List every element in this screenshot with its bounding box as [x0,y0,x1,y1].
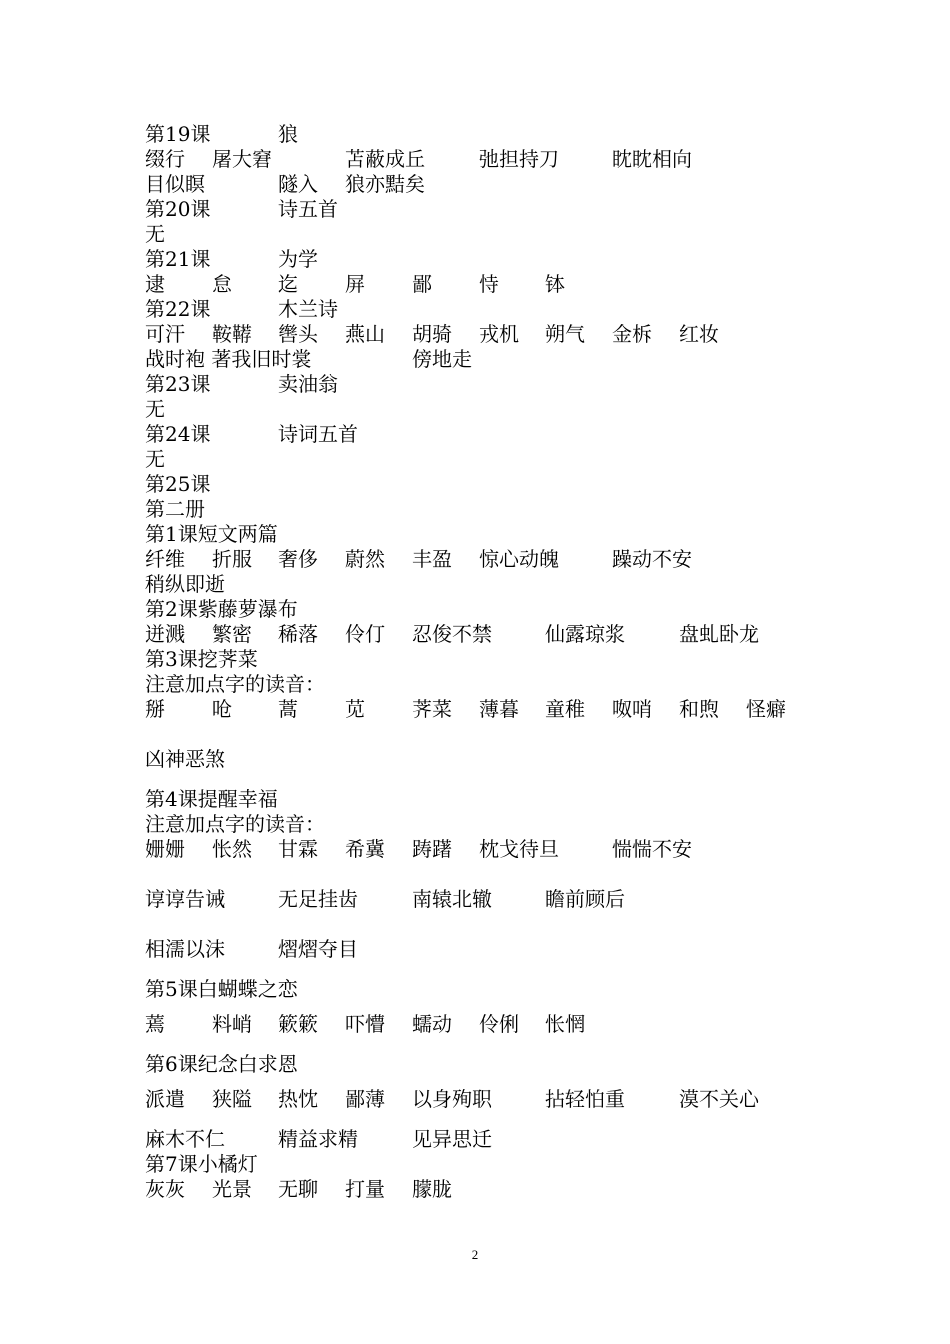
vocab-term: 蒿 [278,697,298,721]
vocab-term: 第25课 [145,472,211,496]
vocab-term: 姗姗 [145,837,185,861]
vocab-term: 第7课小橘灯 [145,1152,258,1176]
vocab-term: 战时袍 著我旧时裳 [145,347,312,371]
vocab-term: 麻木不仁 [145,1127,225,1151]
vocab-term: 和煦 [679,697,719,721]
vocab-term: 辔头 [278,322,318,346]
vocab-term: 无 [145,397,165,421]
vocab-term: 目似瞑 [145,172,205,196]
text-line [145,747,845,787]
vocab-term: 繁密 [212,622,252,646]
vocab-term: 鄙薄 [345,1087,385,1111]
vocab-term: 注意加点字的读音： [145,672,325,696]
vocab-term: 屏 [345,272,365,296]
text-line [145,597,845,622]
vocab-term: 拈轻怕重 [545,1087,625,1111]
text-line [145,812,845,837]
vocab-term: 缀行 [145,147,185,171]
text-line [145,422,845,447]
vocab-term: 苋 [345,697,365,721]
vocab-term: 第21课 [145,247,211,271]
text-line [145,297,845,322]
vocab-term: 蠕动 [412,1012,452,1036]
vocab-term: 诗五首 [278,197,338,221]
text-line [145,272,845,297]
vocab-term: 稀落 [278,622,318,646]
vocab-term: 狭隘 [212,1087,252,1111]
vocab-term: 金柝 [612,322,652,346]
vocab-term: 薄暮 [479,697,519,721]
text-line [145,672,845,697]
vocab-term: 吓懵 [345,1012,385,1036]
vocab-term: 掰 [145,697,165,721]
vocab-term: 鞍鞯 [212,322,252,346]
text-line [145,347,845,372]
vocab-term: 第20课 [145,197,211,221]
text-line [145,472,845,497]
text-line [145,1177,845,1202]
vocab-term: 惴惴不安 [612,837,692,861]
vocab-term: 苫蔽成丘 [345,147,425,171]
vocab-term: 光景 [212,1177,252,1201]
vocab-term: 迄 [278,272,298,296]
vocab-term: 无足挂齿 [278,887,358,911]
vocab-term: 胡骑 [412,322,452,346]
vocab-term: 为学 [278,247,318,271]
vocab-term: 折服 [212,547,252,571]
vocab-term: 伶仃 [345,622,385,646]
text-line [145,197,845,222]
vocab-term: 稍纵即逝 [145,572,225,596]
text-line [145,787,845,812]
text-line [145,247,845,272]
vocab-term: 躁动不安 [612,547,692,571]
vocab-term: 眈眈相向 [612,147,692,171]
vocab-term: 怠 [212,272,232,296]
vocab-term: 热忱 [278,1087,318,1111]
vocab-term: 甘霖 [278,837,318,861]
vocab-term: 卖油翁 [278,372,338,396]
vocab-term: 怅惘 [545,1012,585,1036]
vocab-term: 诗词五首 [278,422,358,446]
vocab-term: 瞻前顾后 [545,887,625,911]
vocab-term: 第24课 [145,422,211,446]
vocab-term: 第22课 [145,297,211,321]
text-line [145,122,845,147]
vocab-term: 灰灰 [145,1177,185,1201]
document-body [145,122,845,1202]
page-number: 2 [471,1247,479,1262]
vocab-term: 戎机 [479,322,519,346]
text-line [145,497,845,522]
vocab-term: 第5课白蝴蝶之恋 [145,977,298,1001]
vocab-term: 第二册 [145,497,205,521]
vocab-term: 忍俊不禁 [412,622,492,646]
text-line [145,147,845,172]
vocab-term: 无聊 [278,1177,318,1201]
vocab-term: 以身殉职 [412,1087,492,1111]
vocab-term: 希冀 [345,837,385,861]
vocab-term: 蔚然 [345,547,385,571]
vocab-term: 狼亦黠矣 [345,172,425,196]
vocab-term: 木兰诗 [278,297,338,321]
vocab-term: 相濡以沫 [145,937,225,961]
vocab-term: 踌躇 [412,837,452,861]
vocab-term: 狼 [278,122,298,146]
text-line [145,622,845,647]
text-line [145,1127,845,1152]
vocab-term: 傍地走 [412,347,472,371]
vocab-term: 可汗 [145,322,185,346]
vocab-term: 钵 [545,272,565,296]
vocab-term: 隧入 [278,172,318,196]
vocab-term: 弛担持刀 [479,147,559,171]
vocab-term: 红妆 [679,322,719,346]
vocab-term: 料峭 [212,1012,252,1036]
vocab-term: 簌簌 [278,1012,318,1036]
vocab-term: 第3课挖荠菜 [145,647,258,671]
vocab-term: 第4课提醒幸福 [145,787,278,811]
vocab-term: 无 [145,222,165,246]
text-line [145,937,845,977]
vocab-term: 打量 [345,1177,385,1201]
vocab-term: 怅然 [212,837,252,861]
vocab-term: 逮 [145,272,165,296]
vocab-term: 伶俐 [479,1012,519,1036]
vocab-term: 注意加点字的读音： [145,812,325,836]
vocab-term: 凶神恶煞 [145,747,225,771]
vocab-term: 迸溅 [145,622,185,646]
vocab-term: 盘虬卧龙 [679,622,759,646]
vocab-term: 漠不关心 [679,1087,759,1111]
text-line [145,172,845,197]
vocab-term: 奢侈 [278,547,318,571]
vocab-term: 丰盈 [412,547,452,571]
text-line [145,397,845,422]
vocab-term: 朔气 [545,322,585,346]
text-line [145,977,845,1012]
vocab-term: 无 [145,447,165,471]
text-line [145,887,845,937]
vocab-term: 燕山 [345,322,385,346]
vocab-term: 童稚 [545,697,585,721]
vocab-term: 第19课 [145,122,211,146]
vocab-term: 朦胧 [412,1177,452,1201]
text-line [145,572,845,597]
vocab-term: 怪癖 [746,697,786,721]
text-line [145,1087,845,1127]
vocab-term: 南辕北辙 [412,887,492,911]
text-line [145,322,845,347]
vocab-term: 熠熠夺目 [278,937,358,961]
text-line [145,1052,845,1087]
vocab-term: 第23课 [145,372,211,396]
vocab-term: 惊心动魄 [479,547,559,571]
text-line [145,647,845,672]
vocab-term: 第6课纪念白求恩 [145,1052,298,1076]
vocab-term: 谆谆告诫 [145,887,225,911]
vocab-term: 枕戈待旦 [479,837,559,861]
text-line [145,447,845,472]
vocab-term: 呶哨 [612,697,652,721]
text-line [145,522,845,547]
text-line [145,1012,845,1052]
vocab-term: 纤维 [145,547,185,571]
text-line [145,547,845,572]
vocab-term: 蔫 [145,1012,165,1036]
vocab-term: 屠大窘 [212,147,272,171]
text-line [145,697,845,747]
vocab-term: 精益求精 [278,1127,358,1151]
vocab-term: 见异思迁 [412,1127,492,1151]
text-line [145,372,845,397]
vocab-term: 鄙 [412,272,432,296]
vocab-term: 仙露琼浆 [545,622,625,646]
vocab-term: 派遣 [145,1087,185,1111]
text-line [145,1152,845,1177]
vocab-term: 荠菜 [412,697,452,721]
vocab-term: 恃 [479,272,499,296]
text-line [145,837,845,887]
text-line [145,222,845,247]
vocab-term: 第2课紫藤萝瀑布 [145,597,298,621]
vocab-term: 第1课短文两篇 [145,522,278,546]
vocab-term: 呛 [212,697,232,721]
